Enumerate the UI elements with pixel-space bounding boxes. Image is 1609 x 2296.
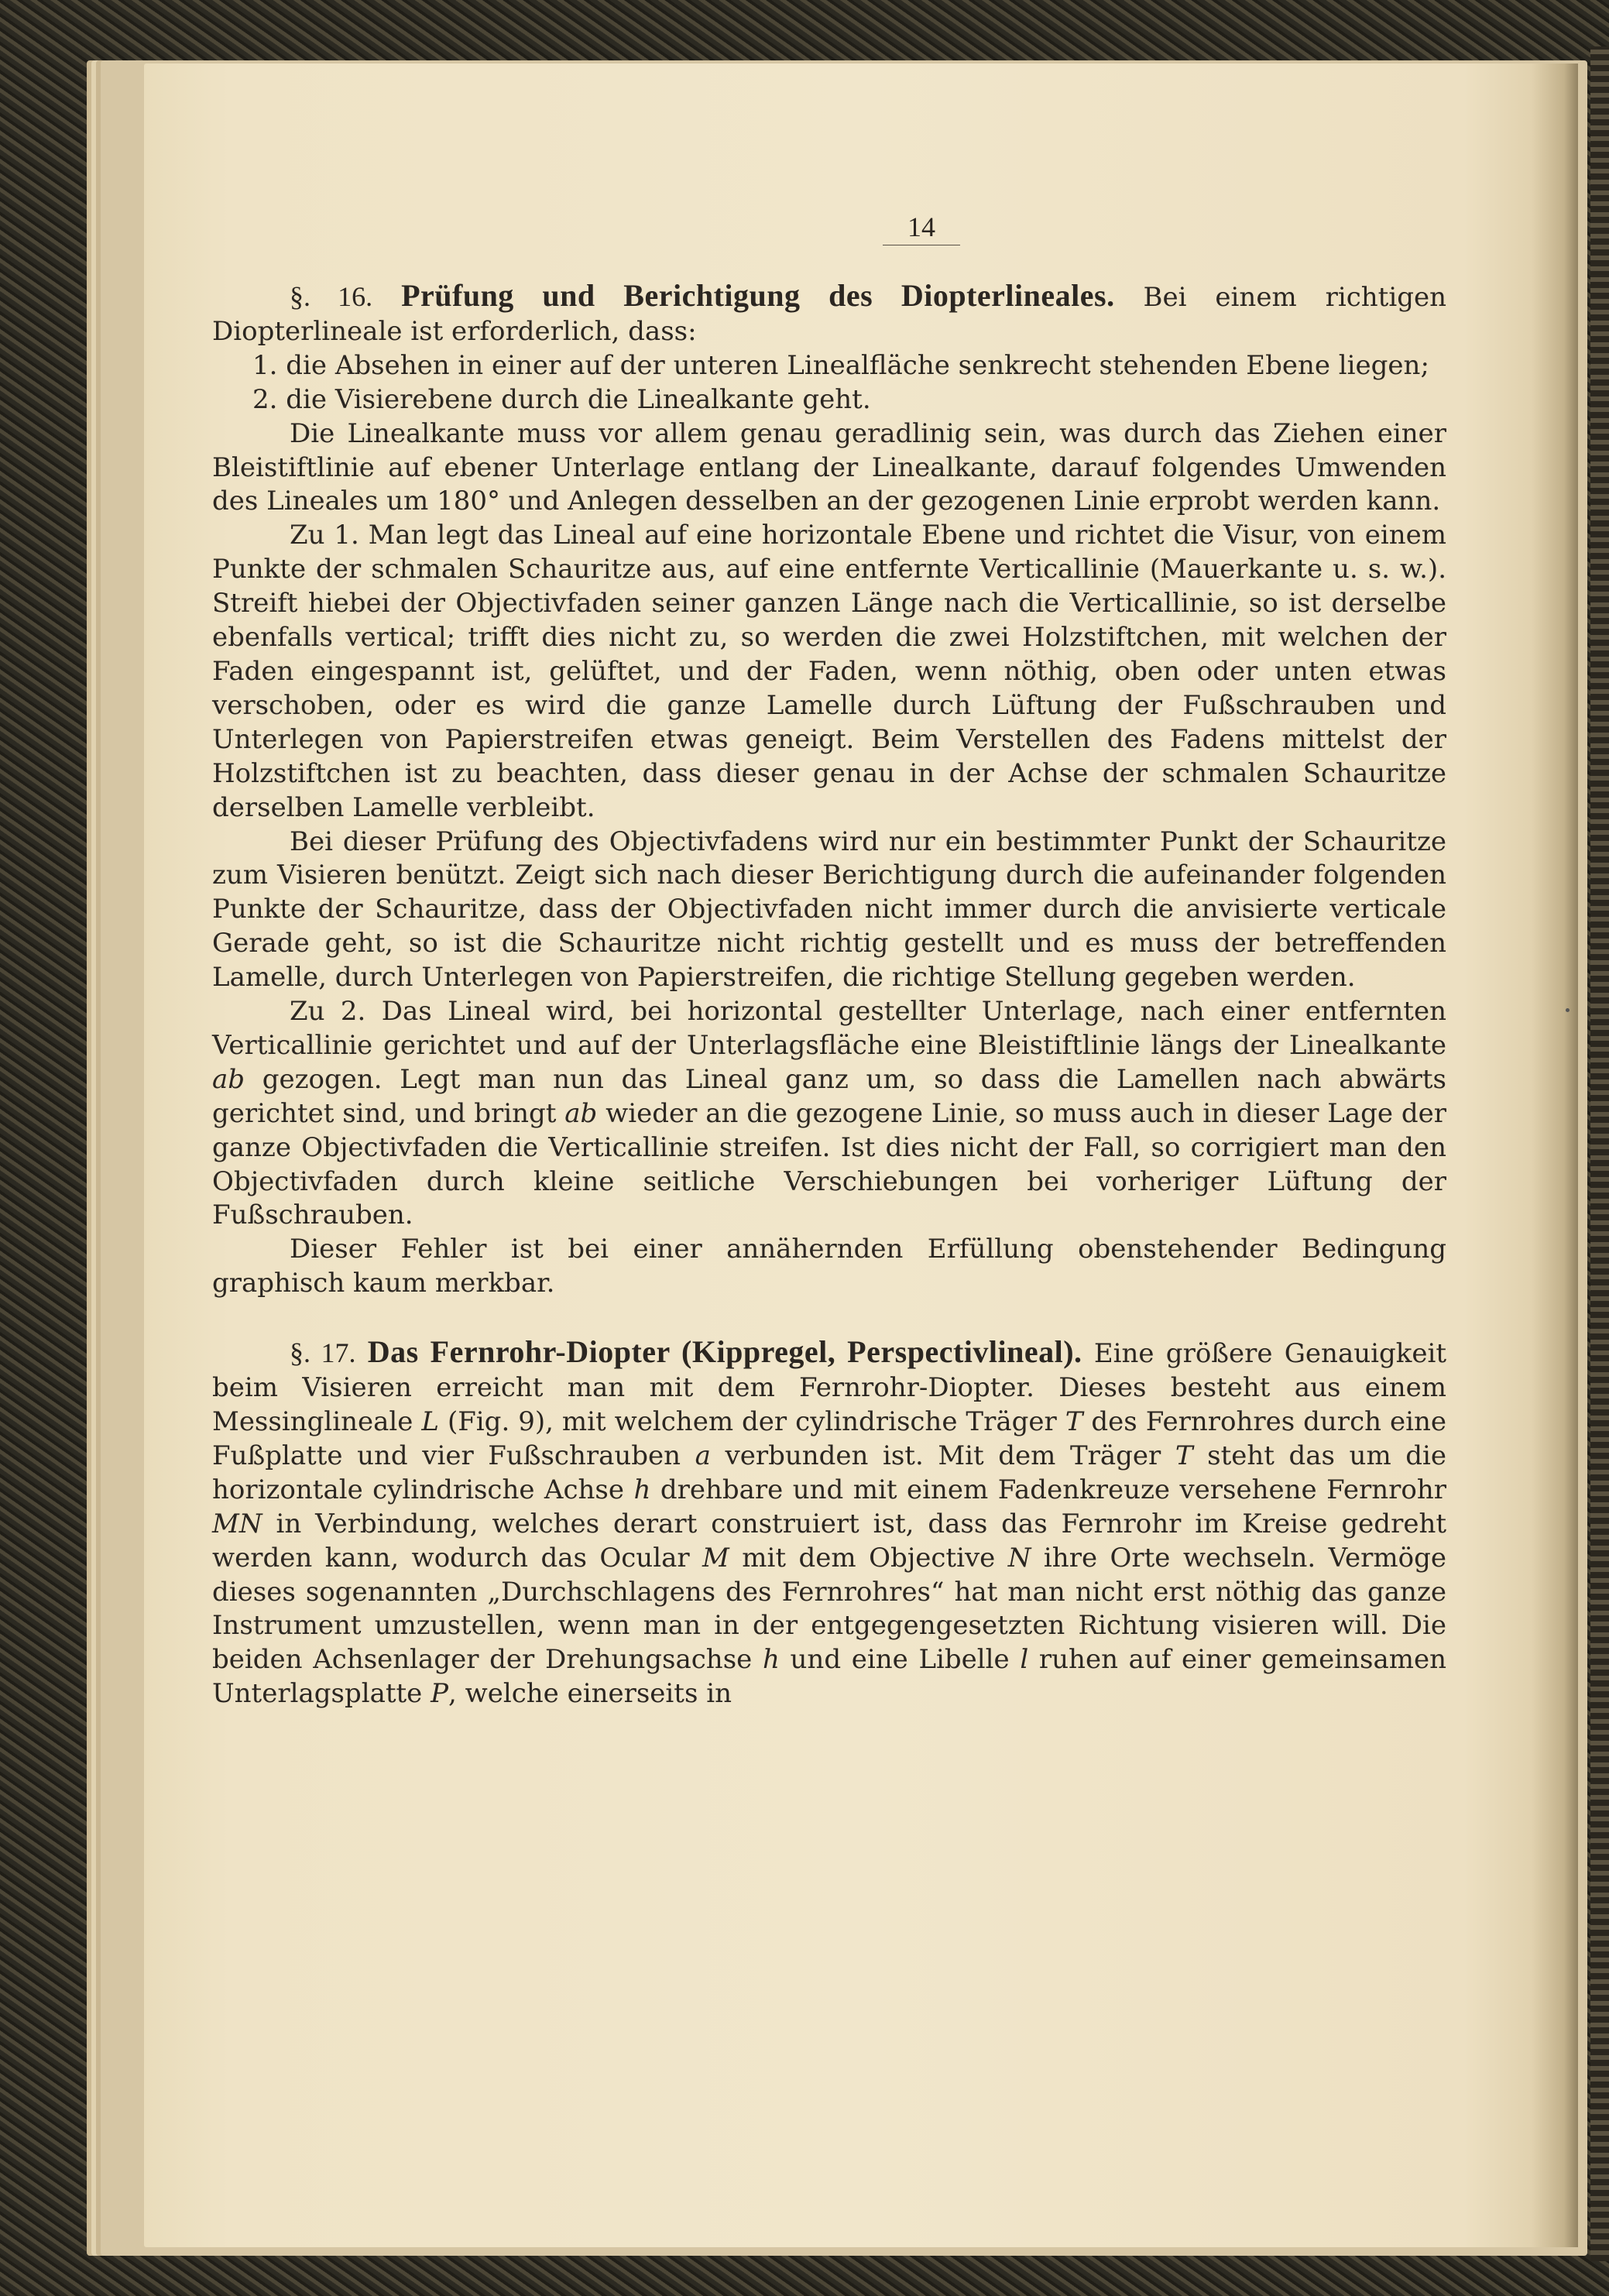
page-gutter-shadow [1532,63,1578,2247]
math-symbol: T [1175,1440,1193,1471]
text-run: mit dem Objective [729,1542,1008,1574]
text-run: drehbare und mit einem Fadenkreuze versehene Fernrohr [650,1474,1447,1505]
math-symbol: h [633,1474,651,1505]
math-symbol: ab [212,1063,245,1095]
section-number: §. 17. [290,1337,356,1369]
paragraph: Bei dieser Prüfung des Objectivfadens wird nur ein bestimmter Punkt der Schauritze zum Visieren benützt. Zeigt sich nach dieser Berichtigung durch die aufeinander folgenden Punkte der Schauritze, dass der Objectivfaden nicht immer durch die anvisierte verticale Gerade geht, so ist die Schauritze nicht richtig gestellt und es muss der betreffenden Lamelle, durch Unterlegen von Papierstreifen, die richtige Stellung gegeben werden. [212,825,1446,994]
section-title: Prüfung und Berichtigung des Diopterlineales. [401,278,1115,313]
math-symbol: T [1065,1406,1083,1437]
text-run: in Verbindung, welches derart construiert ist, dass das Fernrohr im Kreise gedreht werden kann, wodurch das Ocular [212,1508,1446,1574]
section-title: Das Fernrohr-Diopter (Kippregel, Perspectivlineal). [367,1334,1082,1370]
paragraph: Zu 1. Man legt das Lineal auf eine horizontale Ebene und richtet die Visur, von einem Punkte der schmalen Schauritze aus, auf eine entfernte Verticallinie (Mauerkante u. s. w.). Streift hiebei der Objectivfaden seiner ganzen Länge nach die Verticallinie, so ist derselbe ebenfalls vertical; trifft dies nicht zu, so werden die zwei Holzstiftchen, mit welchen der Faden eingespannt ist, gelüftet, und der Faden, wenn nöthig, oben oder unten etwas verschoben, oder es wird die ganze Lamelle durch Lüftung der Fußschrauben und Unterlegen von Papierstreifen etwas geneigt. Beim Verstellen des Fadens mittelst der Holzstiftchen ist zu beachten, dass dieser genau in der Achse der schmalen Schauritze derselben Lamelle verbleibt. [212,520,1446,823]
list-item: 2. die Visierebene durch die Linealkante geht. [252,383,871,415]
book-spine-edge [1590,46,1609,2261]
math-symbol: ab [564,1097,598,1129]
text-run: gezogen. Legt man nun das Lineal ganz um, so dass die Lamellen nach abwärts gerichtet sind, und bringt [212,1063,1446,1129]
page-number: 14 [883,211,960,245]
math-symbol: h [762,1644,780,1676]
paragraph-text: Bei einem richtigen Diopterlineale ist erforderlich, dass: [212,282,1446,347]
text-run: Eine größere Genauigkeit beim Visieren erreicht man mit dem Fernrohr-Diopter. Dieses besteht aus einem Messinglineale [212,1338,1447,1437]
text-run: , welche einerseits in [448,1678,732,1710]
paragraph: Dieser Fehler ist bei einer annähernden Erfüllung obenstehender Bedingung graphisch kaum merkbar. [212,1234,1446,1299]
section-17-paragraph [212,1335,1446,1711]
text-run: ihre Orte wechseln. Vermöge dieses sogenannten „Durchschlagens des Fernrohres“ hat man nicht erst nöthig das ganze Instrument umzustellen, wenn man in der entgegengesetzten Richtung visieren will. Die beiden Achsenlager der Drehungsachse [212,1542,1446,1676]
math-symbol: M [702,1542,729,1574]
text-run: Zu 2. Das Lineal wird, bei horizontal gestellter Unterlage, nach einer entfernten Verticallinie gerichtet und auf der Unterlagsfläche eine Bleistiftlinie längs der Linealkante [212,996,1446,1061]
list-item: 1. die Absehen in einer auf der unteren Linealfläche senkrecht stehenden Ebene liegen; [252,349,1429,381]
math-symbol: L [421,1406,439,1437]
math-symbol: MN [212,1508,262,1539]
text-run: und eine Libelle [779,1644,1021,1676]
paragraph: Die Linealkante muss vor allem genau geradlinig sein, was durch das Ziehen einer Bleistiftlinie auf ebener Unterlage entlang der Linealkante, darauf folgendes Umwenden des Lineales um 180° und Anlegen desselben an der gezogenen Linie erprobt werden kann. [212,417,1446,517]
text-run: steht das um die horizontale cylindrische Achse [212,1440,1447,1505]
text-run: wieder an die gezogene Linie, so muss auch in dieser Lage der ganze Objectivfaden die Verticallinie streifen. Ist dies nicht der Fall, so corrigiert man den Objectivfaden durch kleine seitliche Verschiebungen bei vorheriger Lüftung der Fußschrauben. [212,1097,1447,1231]
text-run: des Fernrohres durch eine Fußplatte und vier Fußschrauben [212,1406,1446,1471]
math-symbol: l [1020,1644,1029,1676]
section-16-heading-paragraph [212,279,1446,349]
math-symbol: N [1007,1542,1031,1574]
paragraph [212,995,1446,1233]
math-symbol: P [431,1678,449,1710]
page-body [212,208,1446,2020]
text-run: (Fig. 9), mit welchem der cylindrische Träger [438,1406,1065,1437]
text-run: ruhen auf einer gemeinsamen Unterlagsplatte [212,1644,1446,1710]
text-run: verbunden ist. Mit dem Träger [710,1440,1175,1471]
paper-speck [1566,1008,1570,1012]
math-symbol: a [695,1440,711,1471]
section-number: §. 16. [290,281,373,312]
